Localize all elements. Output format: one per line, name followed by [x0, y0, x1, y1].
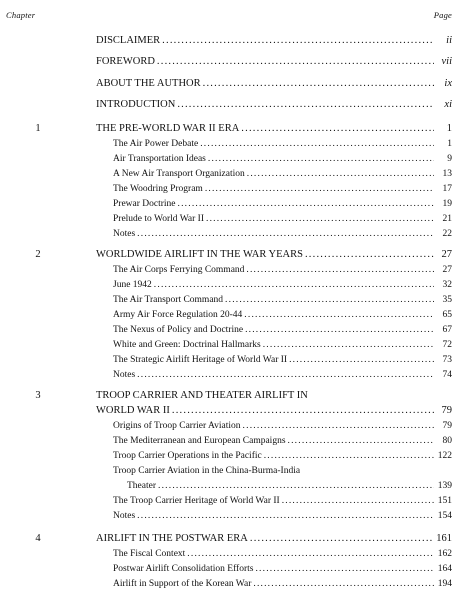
chapter-2-heading — [0, 247, 470, 263]
chapter-4-heading — [0, 531, 470, 547]
entry-page: 1 — [446, 123, 452, 134]
toc-section — [0, 433, 470, 449]
section-title: June 1942 — [113, 280, 152, 290]
toc-entry-introduction — [0, 97, 470, 113]
entry-page: 74 — [442, 370, 452, 380]
entry-page: 154 — [437, 511, 452, 521]
entry-page: 73 — [442, 355, 452, 365]
toc-section — [0, 352, 470, 368]
toc-section — [0, 262, 470, 278]
section-title: Air Transportation Ideas — [113, 154, 206, 164]
toc-section — [0, 418, 470, 434]
section-title: The Strategic Airlift Heritage of World War II — [113, 355, 288, 365]
chapter-number: 1 — [35, 123, 41, 134]
toc-section — [0, 322, 470, 338]
chapter-title: AIRLIFT IN THE POSTWAR ERA — [96, 533, 248, 544]
section-title: The Mediterranean and European Campaigns — [113, 436, 286, 446]
chapter-title: THE PRE-WORLD WAR II ERA — [96, 123, 240, 134]
toc-section — [0, 463, 470, 479]
entry-page: 13 — [442, 169, 452, 179]
entry-page: 79 — [441, 405, 452, 416]
chapter-number: 3 — [35, 390, 41, 401]
chapter-3-heading-continued — [0, 403, 470, 419]
toc-section-continued — [0, 478, 470, 494]
entry-page: 19 — [442, 199, 452, 209]
page-column-header: Page — [433, 10, 452, 20]
section-title-line-2: Theater — [127, 481, 157, 491]
entry-page: 139 — [437, 481, 452, 491]
chapter-title: WORLDWIDE AIRLIFT IN THE WAR YEARS — [96, 249, 303, 260]
toc-section — [0, 546, 470, 562]
entry-page: 22 — [442, 229, 452, 239]
entry-page: xi — [444, 99, 452, 110]
toc-section — [0, 508, 470, 524]
entry-page: 35 — [442, 295, 452, 305]
section-title: Postwar Airlift Consolidation Efforts — [113, 564, 254, 574]
section-title: White and Green: Doctrinal Hallmarks — [113, 340, 261, 350]
toc-section — [0, 211, 470, 227]
section-title: Airlift in Support of the Korean War — [113, 579, 252, 589]
entry-page: 67 — [442, 325, 452, 335]
toc-section — [0, 576, 470, 592]
entry-page: 21 — [442, 214, 452, 224]
section-title-line-1: Troop Carrier Aviation in the China-Burma-India — [113, 466, 301, 476]
section-title: The Fiscal Context — [113, 549, 186, 559]
entry-page: 161 — [436, 533, 452, 544]
entry-page: 72 — [442, 340, 452, 350]
entry-title: INTRODUCTION — [96, 99, 176, 110]
entry-page: 17 — [442, 184, 452, 194]
entry-title: ABOUT THE AUTHOR — [96, 78, 201, 89]
toc-entry-foreword — [0, 54, 470, 70]
toc-section — [0, 337, 470, 353]
section-title: The Air Transport Command — [113, 295, 224, 305]
chapter-title-line-2: WORLD WAR II — [96, 405, 170, 416]
entry-page: ix — [444, 78, 452, 89]
entry-page: 80 — [442, 436, 452, 446]
section-title: The Air Power Debate — [113, 139, 199, 149]
entry-page: vii — [441, 56, 452, 67]
toc-section — [0, 181, 470, 197]
section-title: The Nexus of Policy and Doctrine — [113, 325, 244, 335]
section-title: Prewar Doctrine — [113, 199, 176, 209]
chapter-title-line-1: TROOP CARRIER AND THEATER AIRLIFT IN — [96, 390, 308, 401]
toc-section — [0, 196, 470, 212]
section-title: A New Air Transport Organization — [113, 169, 245, 179]
toc-section — [0, 151, 470, 167]
section-title: Army Air Force Regulation 20-44 — [113, 310, 243, 320]
toc-section — [0, 367, 470, 383]
toc-section — [0, 226, 470, 242]
section-title: Notes — [113, 229, 136, 239]
chapter-3-heading — [0, 388, 470, 404]
toc-section — [0, 307, 470, 323]
section-title: Notes — [113, 370, 136, 380]
toc-section — [0, 277, 470, 293]
entry-page: 79 — [442, 421, 452, 431]
toc-section — [0, 561, 470, 577]
chapter-1-heading — [0, 121, 470, 137]
entry-page: 65 — [442, 310, 452, 320]
toc-section — [0, 448, 470, 464]
section-title: Origins of Troop Carrier Aviation — [113, 421, 241, 431]
entry-title: FOREWORD — [96, 56, 155, 67]
section-title: Notes — [113, 511, 136, 521]
section-title: Troop Carrier Operations in the Pacific — [113, 451, 262, 461]
toc-entry-disclaimer — [0, 33, 470, 49]
section-title: The Troop Carrier Heritage of World War II — [113, 496, 280, 506]
toc-section — [0, 493, 470, 509]
chapter-number: 2 — [35, 249, 41, 260]
entry-page: 162 — [437, 549, 452, 559]
entry-page: ii — [446, 35, 452, 46]
toc-section — [0, 292, 470, 308]
section-title: The Woodring Program — [113, 184, 203, 194]
entry-page: 1 — [447, 139, 452, 149]
entry-page: 9 — [447, 154, 452, 164]
entry-page: 151 — [437, 496, 452, 506]
toc-section — [0, 136, 470, 152]
entry-page: 32 — [442, 280, 452, 290]
toc-section — [0, 166, 470, 182]
section-title: The Air Corps Ferrying Command — [113, 265, 245, 275]
entry-title: DISCLAIMER — [96, 35, 161, 46]
entry-page: 27 — [441, 249, 452, 260]
section-title: Prelude to World War II — [113, 214, 204, 224]
entry-page: 122 — [437, 451, 452, 461]
entry-page: 194 — [437, 579, 452, 589]
entry-page: 27 — [442, 265, 452, 275]
toc-entry-about-the-author — [0, 76, 470, 92]
chapter-column-header: Chapter — [6, 10, 36, 20]
chapter-number: 4 — [35, 533, 41, 544]
entry-page: 164 — [437, 564, 452, 574]
